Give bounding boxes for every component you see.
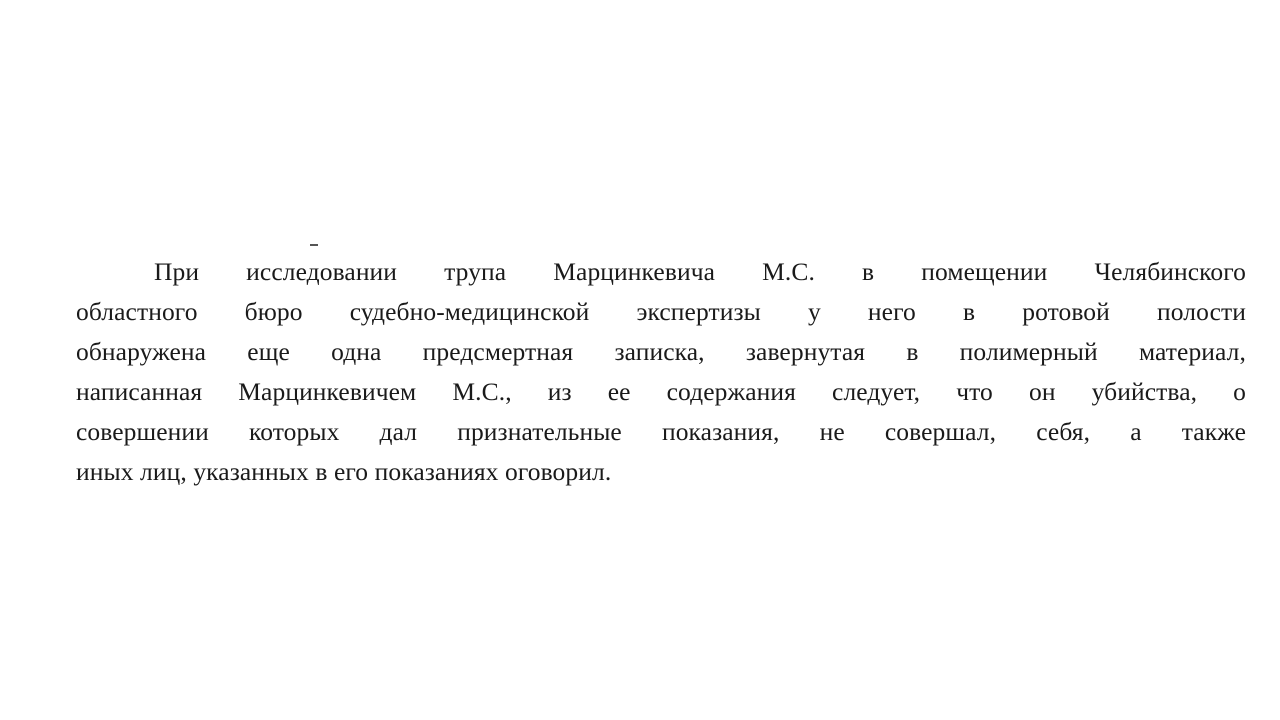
paragraph-line: При исследовании трупа Марцинкевича М.С. в помещении Челябинского [154,257,1246,286]
paragraph-line: написанная Марцинкевичем М.С., из ее содержания следует, что он убийства, о [76,377,1246,406]
paragraph-line: иных лиц, указанных в его показаниях оговорил. [76,457,612,486]
paragraph-line: областного бюро судебно-медицинской экспертизы у него в ротовой полости [76,297,1246,326]
paragraph-line: совершении которых дал признательные показания, не совершал, себя, а также [76,417,1246,446]
scan-artifact-mark [310,244,318,246]
paragraph-line: обнаружена еще одна предсмертная записка, завернутая в полимерный материал, [76,337,1246,366]
document-paragraph [76,252,1246,492]
